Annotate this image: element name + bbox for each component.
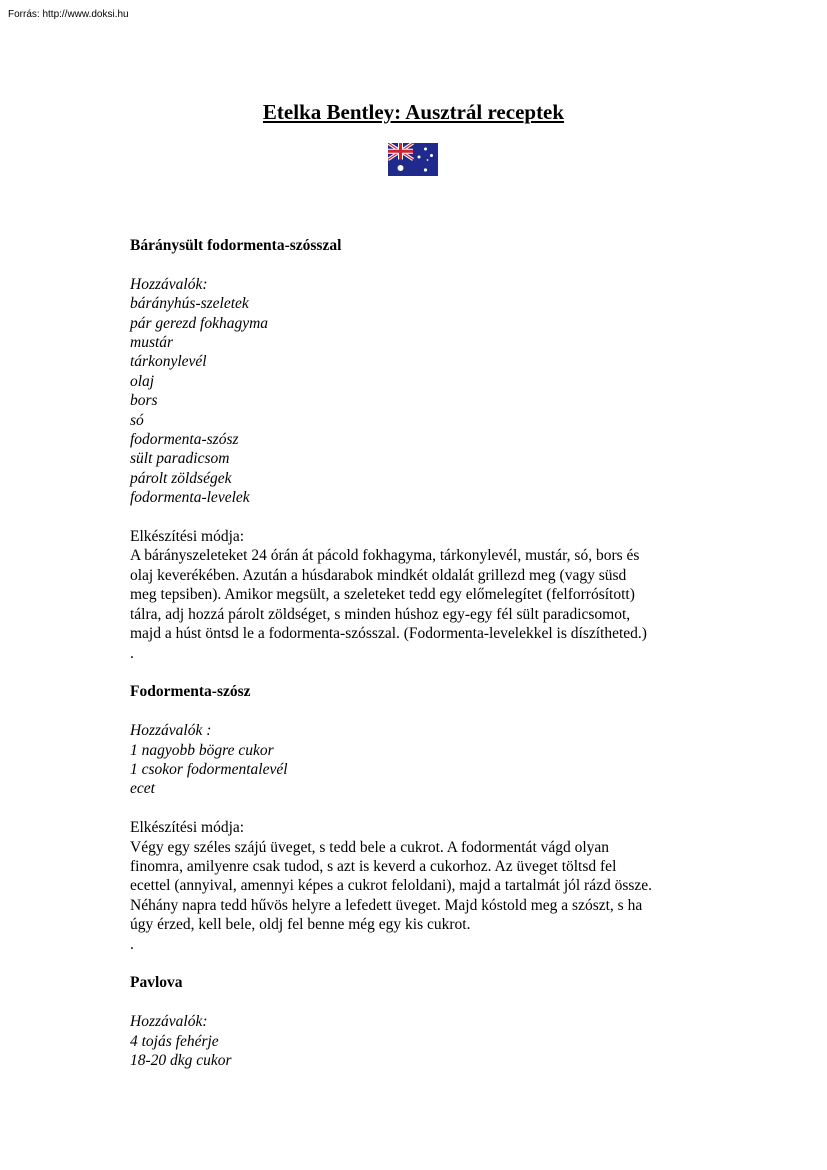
method-label: Elkészítési módja:: [130, 528, 245, 546]
ingredient-item: fodormenta-levelek: [130, 489, 250, 507]
method-label: Elkészítési módja:: [130, 819, 245, 837]
ingredient-item: pár gerezd fokhagyma: [130, 314, 269, 332]
ingredients-label: Hozzávalók:: [130, 1013, 208, 1031]
method-line: tálra, adj hozzá párolt zöldséget, s minden húshoz egy-egy fél sült paradicsomot,: [130, 605, 631, 623]
ingredient-list: [130, 741, 700, 799]
method-line: .: [130, 644, 134, 662]
ingredients-label: Hozzávalók :: [130, 722, 212, 740]
method-line: ecettel (annyival, amennyi képes a cukrot feloldani), majd a tartalmát jól rázd össze.: [130, 877, 653, 895]
method-line: Végy egy széles szájú üveget, s tedd bele a cukrot. A fodormentát vágd olyan: [130, 838, 610, 856]
ingredient-list: [130, 1032, 700, 1071]
method-text: [130, 838, 700, 954]
australian-flag-icon: [388, 143, 438, 176]
recipe-heading: Pavlova: [130, 974, 183, 992]
ingredient-item: 4 tojás fehérje: [130, 1032, 219, 1050]
ingredient-item: fodormenta-szósz: [130, 431, 239, 449]
document-title: Etelka Bentley: Ausztrál receptek: [262, 100, 565, 124]
ingredient-item: 18-20 dkg cukor: [130, 1051, 232, 1069]
recipe-heading: Báránysült fodormenta-szósszal: [130, 237, 342, 254]
recipe-heading: Fodormenta-szósz: [130, 683, 251, 701]
method-line: Néhány napra tedd hűvös helyre a lefedett üveget. Majd kóstold meg a szószt, s ha: [130, 896, 643, 914]
method-line: úgy érzed, kell bele, oldj fel benne még egy kis cukrot.: [130, 916, 471, 934]
ingredient-item: 1 csokor fodormentalevél: [130, 760, 288, 778]
source-label: Forrás: http://www.doksi.hu: [8, 9, 129, 20]
document-body: [130, 236, 700, 1070]
method-line: majd a húst öntsd le a fodormenta-szósszal. (Fodormenta-levelekkel is díszítheted.): [130, 625, 647, 643]
ingredient-item: párolt zöldségek: [130, 469, 232, 487]
ingredient-list: [130, 294, 700, 507]
method-line: olaj keverékében. Azután a húsdarabok mindkét oldalát grillezd meg (vagy süsd: [130, 566, 627, 584]
method-line: .: [130, 935, 134, 953]
ingredient-item: só: [130, 411, 144, 429]
ingredient-item: mustár: [130, 334, 174, 352]
ingredient-item: 1 nagyobb bögre cukor: [130, 741, 274, 759]
method-line: meg tepsiben). Amikor megsült, a szeleteket tedd egy előmelegítet (felforrósított): [130, 586, 635, 604]
ingredient-item: ecet: [130, 780, 155, 798]
method-line: finomra, amilyenre csak tudod, s azt is keverd a cukorhoz. Az üveget töltsd fel: [130, 857, 617, 875]
ingredient-item: sült paradicsom: [130, 450, 230, 468]
ingredients-label: Hozzávalók:: [130, 275, 208, 293]
ingredient-item: olaj: [130, 372, 155, 390]
method-text: [130, 546, 700, 662]
ingredient-item: tárkonylevél: [130, 353, 207, 371]
ingredient-item: bárányhús-szeletek: [130, 295, 249, 313]
method-line: A bárányszeleteket 24 órán át pácold fokhagyma, tárkonylevél, mustár, só, bors és: [130, 547, 640, 565]
ingredient-item: bors: [130, 392, 158, 410]
